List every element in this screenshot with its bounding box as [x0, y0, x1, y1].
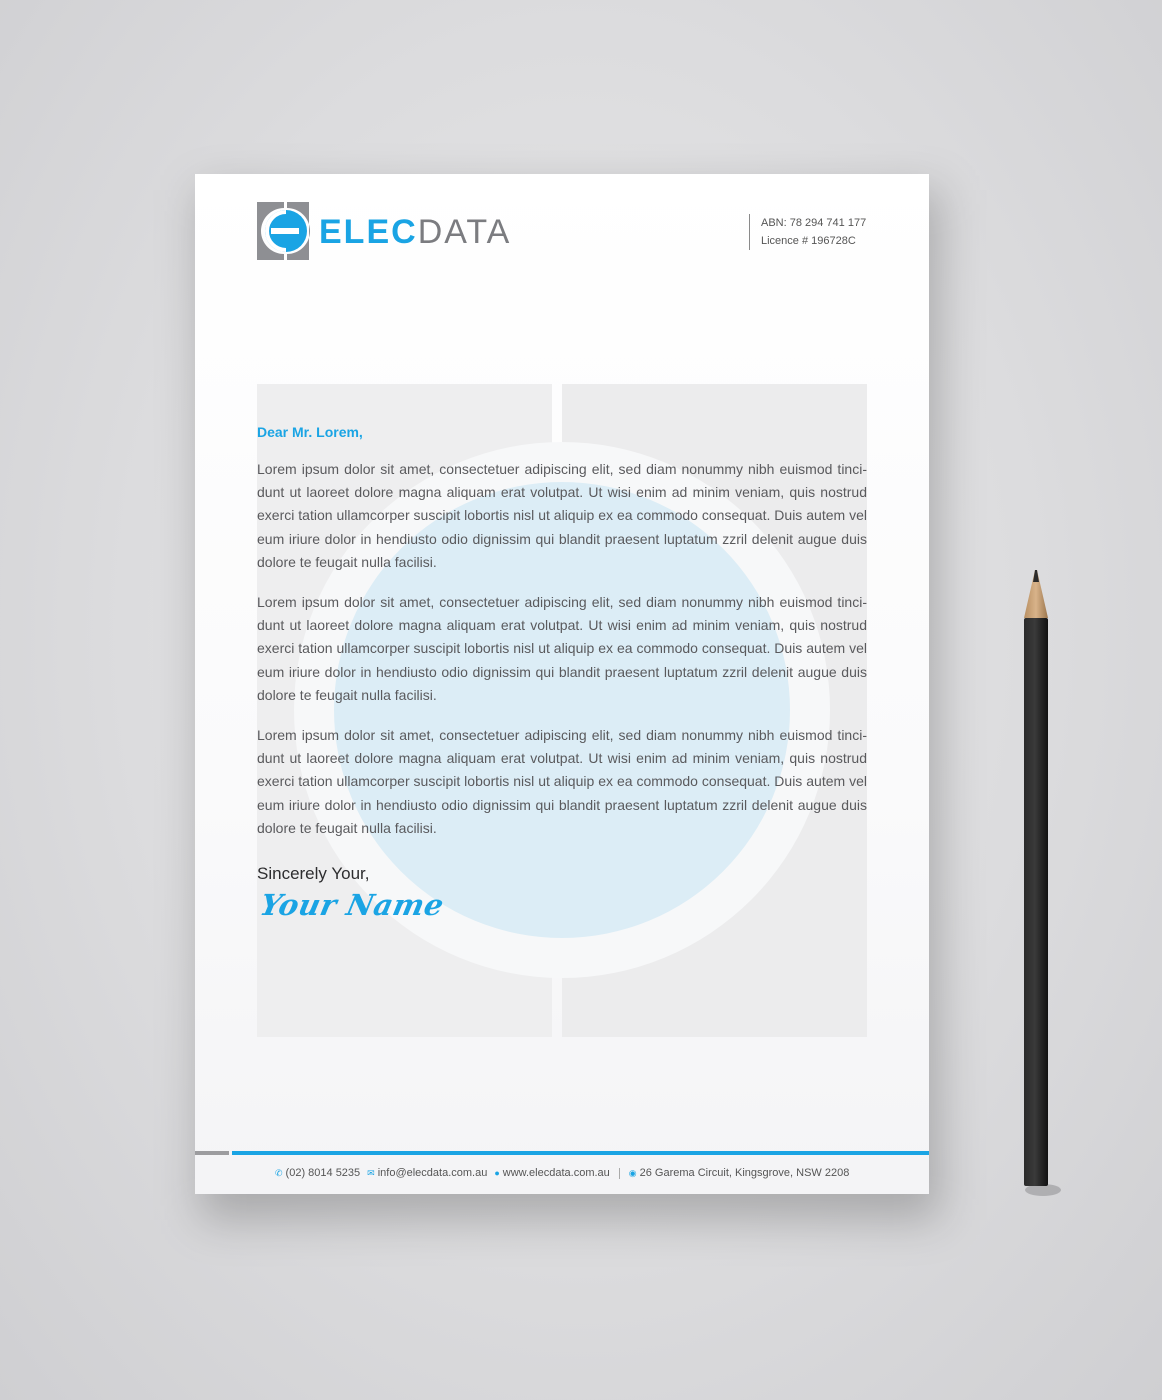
signature: Your Name [257, 888, 448, 923]
body-paragraph: Lorem ipsum dolor sit amet, consectetuer adipiscing elit, sed diam nonummy nibh euismod tinci-dunt ut laoreet dolore magna aliquam erat volutpat. Ut wisi enim ad minim veniam, quis nostrud exerci tation ullamcorper suscipit lobortis nisl ut aliquip ex ea commodo consequat. Duis autem vel eum iriure dolor in hendiusto odio dignissim qui blandit praesent luptatum zzril delenit augue duis dolore te feugait nulla facilisi. [257, 594, 867, 703]
body-paragraph: Lorem ipsum dolor sit amet, consectetuer adipiscing elit, sed diam nonummy nibh euismod tinci-dunt ut laoreet dolore magna aliquam erat volutpat. Ut wisi enim ad minim veniam, quis nostrud exerci tation ullamcorper suscipit lobortis nisl ut aliquip ex ea commodo consequat. Duis autem vel eum iriure dolor in hendiusto odio dignissim qui blandit praesent luptatum zzril delenit augue duis dolore te feugait nulla facilisi. [257, 461, 867, 570]
location-icon: ◉ [628, 1167, 637, 1178]
logo-mark-icon [257, 202, 315, 260]
globe-icon: ● [494, 1168, 500, 1178]
logo-wordmark-elec: ELEC [319, 213, 418, 251]
phone-icon: ✆ [275, 1167, 283, 1178]
logo-wordmark-data: DATA [417, 213, 512, 251]
footer-phone: (02) 8014 5235 [285, 1167, 361, 1179]
letter-body [257, 424, 867, 922]
elecdata-logo [257, 202, 557, 262]
footer-rule-grey [195, 1151, 229, 1155]
footer-divider [619, 1168, 620, 1179]
email-icon: ✉ [367, 1167, 375, 1178]
footer-contact [275, 1167, 895, 1179]
footer-email: info@elecdata.com.au [377, 1167, 488, 1179]
body-paragraph: Lorem ipsum dolor sit amet, consectetuer adipiscing elit, sed diam nonummy nibh euismod tinci-dunt ut laoreet dolore magna aliquam erat volutpat. Ut wisi enim ad minim veniam, quis nostrud exerci tation ullamcorper suscipit lobortis nisl ut aliquip ex ea commodo consequat. Duis autem vel eum iriure dolor in hendiusto odio dignissim qui blandit praesent luptatum zzril delenit augue duis dolore te feugait nulla facilisi. [257, 727, 867, 836]
footer-website: www.elecdata.com.au [502, 1167, 610, 1179]
abn-number: ABN: 78 294 741 177 [761, 217, 867, 229]
salutation: Dear Mr. Lorem, [257, 424, 363, 440]
closing-line: Sincerely Your, [257, 864, 370, 884]
registration-block [749, 214, 866, 250]
licence-number: Licence # 196728C [761, 235, 856, 247]
footer-address: 26 Garema Circuit, Kingsgrove, NSW 2208 [639, 1167, 850, 1179]
letterhead-page [195, 174, 929, 1194]
logo-wordmark [319, 212, 511, 252]
footer-rule-blue [232, 1151, 929, 1155]
pencil-graphic [1012, 560, 1062, 1200]
